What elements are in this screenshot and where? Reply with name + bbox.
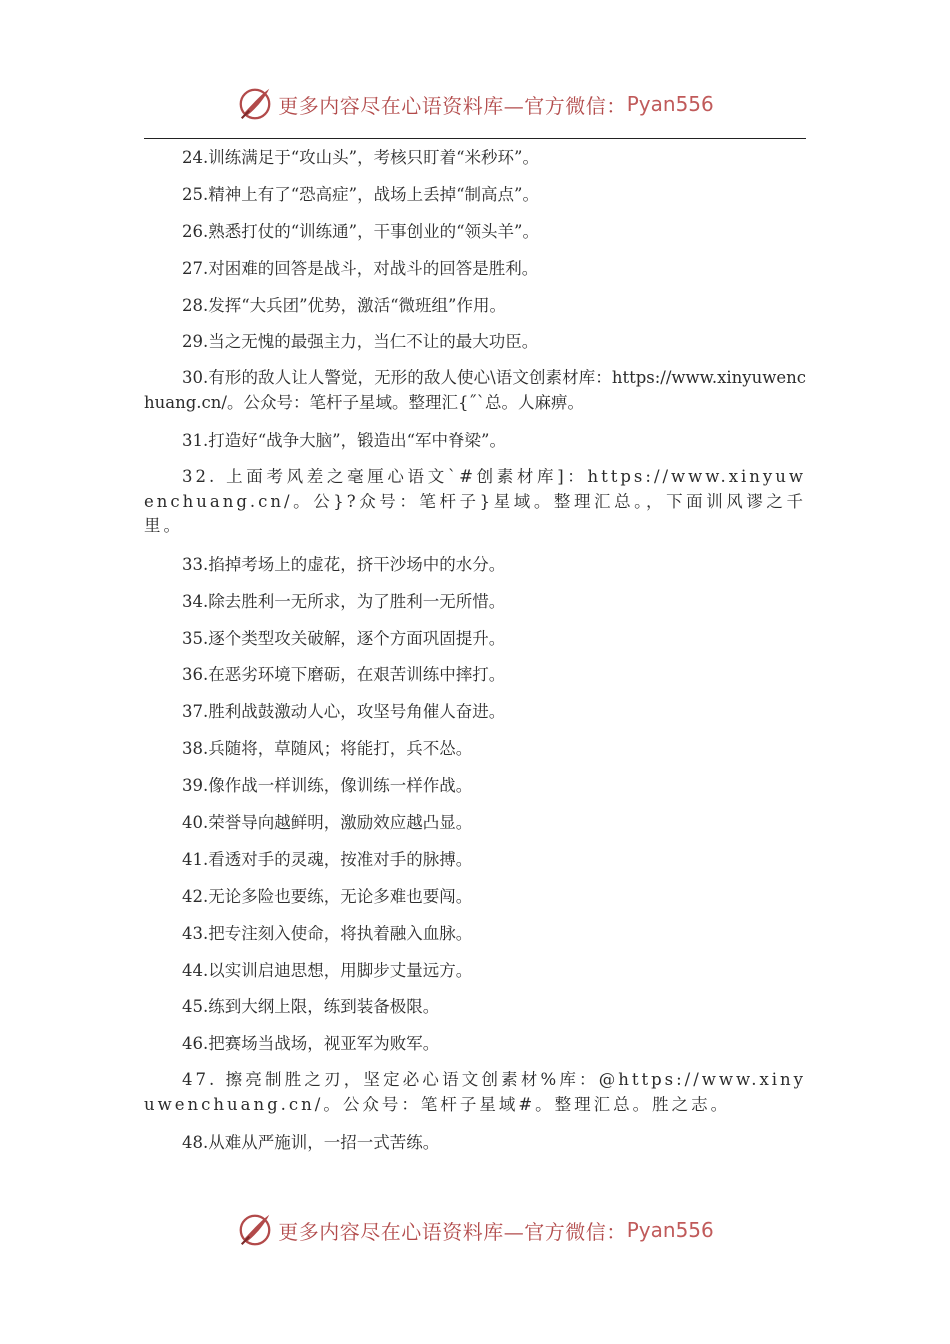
list-item: 24.训练满足于“攻山头”，考核只盯着“米秒环”。 (182, 148, 539, 167)
wechat-id: Pyan556 (626, 92, 714, 116)
list-item: 26.熟悉打仗的“训练通”，干事创业的“领头羊”。 (182, 221, 539, 241)
list-item: 40.荣誉导向越鲜明，激励效应越凸显。 (182, 812, 473, 832)
banner-text: 更多内容尽在心语资料库—官方微信： (278, 1219, 627, 1244)
list-item: 45.练到大纲上限，练到装备极限。 (182, 997, 440, 1017)
header-divider (144, 138, 806, 139)
feather-quill-icon (236, 85, 274, 123)
list-item: 28.发挥“大兵团”优势，激活“微班组”作用。 (182, 295, 506, 315)
list-item: 33.掐掉考场上的虚花，挤干沙场中的水分。 (182, 554, 506, 574)
list-item: 32. 上面考风差之毫厘心语文`#创素材库]：https://www.xinyuwenchuang.cn/。公}?众号：笔杆子}星域。整理汇总。，下面训风谬之千里。 (144, 467, 806, 536)
list-item: 42.无论多险也要练，无论多难也要闯。 (182, 886, 473, 906)
list-item: 25.精神上有了“恐高症”，战场上丢掉“制高点”。 (182, 184, 539, 204)
list-item: 35.逐个类型攻关破解，逐个方面巩固提升。 (182, 628, 506, 648)
list-item: 46.把赛场当战场，视亚军为败军。 (182, 1034, 440, 1054)
list-item: 48.从难从严施训，一招一式苦练。 (182, 1133, 440, 1153)
document-body (144, 145, 806, 1167)
footer-banner (0, 1210, 950, 1250)
list-item: 27.对困难的回答是战斗，对战斗的回答是胜利。 (182, 258, 539, 278)
list-item: 38.兵随将，草随风；将能打，兵不怂。 (182, 739, 473, 759)
list-item: 36.在恶劣环境下磨砺，在艰苦训练中摔打。 (182, 665, 506, 685)
list-item: 29.当之无愧的最强主力，当仁不让的最大功臣。 (182, 332, 539, 352)
list-item: 39.像作战一样训练，像训练一样作战。 (182, 776, 473, 796)
list-item: 44.以实训启迪思想，用脚步丈量远方。 (182, 960, 473, 980)
list-item: 31.打造好“战争大脑”，锻造出“军中脊梁”。 (182, 431, 506, 451)
list-item: 34.除去胜利一无所求，为了胜利一无所惜。 (182, 591, 506, 611)
list-item: 37.胜利战鼓激动人心，攻坚号角催人奋进。 (182, 702, 506, 722)
list-item: 47. 擦亮制胜之刃，坚定必心语文创素材%库：@https://www.xinyuwenchuang.cn/。公众号：笔杆子星域#。整理汇总。胜之志。 (144, 1070, 806, 1114)
list-item: 41.看透对手的灵魂，按准对手的脉搏。 (182, 849, 473, 869)
banner-text: 更多内容尽在心语资料库—官方微信： (278, 93, 627, 118)
wechat-id: Pyan556 (626, 1218, 714, 1242)
header-banner (0, 84, 950, 124)
feather-quill-icon (236, 1211, 274, 1249)
list-item: 30.有形的敌人让人警觉，无形的敌人使心\语文创素材库：https://www.xinyuwenchuang.cn/。公众号：笔杆子星域。整理汇{˝`总。人麻痹。 (144, 368, 806, 412)
list-item: 43.把专注刻入使命，将执着融入血脉。 (182, 923, 473, 943)
